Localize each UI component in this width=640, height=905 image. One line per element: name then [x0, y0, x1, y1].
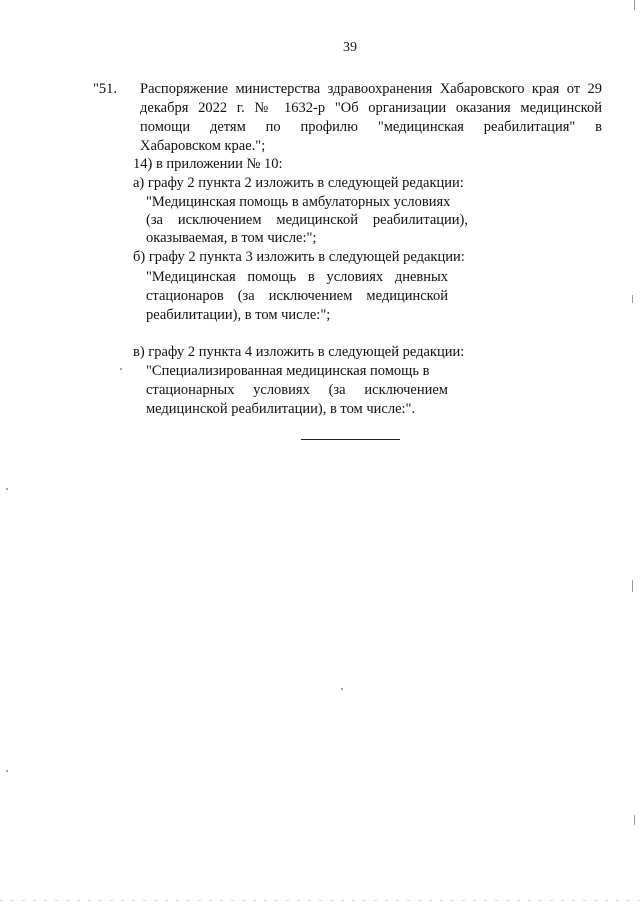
item51-line-3: помощи детям по профилю "медицинская реабилитация" в	[140, 119, 602, 135]
subitem-a-label: а) графу 2 пункта 2 изложить в следующей редакции:	[133, 175, 464, 191]
subitem-c-quote-line-3: медицинской реабилитации), в том числе:".	[146, 401, 416, 417]
item51-line-4: Хабаровском крае.";	[140, 138, 266, 154]
subitem-c-label: в) графу 2 пункта 4 изложить в следующей редакции:	[133, 344, 465, 360]
scan-speck	[6, 488, 8, 490]
subitem-c-quote-line-1: "Специализированная медицинская помощь в	[146, 363, 430, 379]
subitem-b-quote-line-3: реабилитации), в том числе:";	[146, 307, 331, 323]
end-divider-line	[301, 439, 400, 440]
item51-line-2: декабря 2022 г. № 1632-р "Об организации оказания медицинской	[140, 100, 602, 116]
scan-edge-mark	[634, 0, 635, 10]
scan-speck	[6, 770, 8, 772]
item51-line-1: Распоряжение министерства здравоохранения Хабаровского края от 29	[140, 81, 602, 97]
subitem-b-quote-line-1: "Медицинская помощь в условиях дневных	[146, 269, 448, 285]
subitem-a-quote-line-1: "Медицинская помощь в амбулаторных условиях	[146, 194, 451, 210]
section-14-heading: 14) в приложении № 10:	[133, 156, 283, 172]
scan-edge-mark	[634, 815, 635, 825]
item-number: "51.	[93, 81, 118, 97]
subitem-a-quote-line-2: (за исключением медицинской реабилитации),	[146, 212, 468, 228]
scan-edge-mark	[632, 580, 633, 592]
scan-speck	[341, 688, 343, 690]
scan-speck	[120, 368, 122, 370]
page-number: 39	[343, 40, 357, 55]
subitem-b-label: б) графу 2 пункта 3 изложить в следующей редакции:	[133, 249, 465, 265]
scan-bottom-noise	[0, 900, 640, 901]
subitem-b-quote-line-2: стационаров (за исключением медицинской	[146, 288, 448, 304]
subitem-c-quote-line-2: стационарных условиях (за исключением	[146, 382, 448, 398]
scan-edge-mark	[632, 295, 633, 303]
subitem-a-quote-line-3: оказываемая, в том числе:";	[146, 230, 317, 246]
